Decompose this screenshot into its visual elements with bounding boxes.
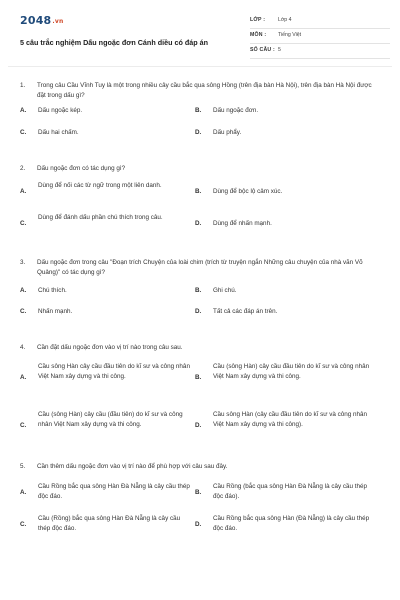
- option-text: Cầu Rồng bắc qua sông Hàn Đà Nẵng là cây cầu thép độc đáo.: [38, 482, 190, 500]
- option-letter: A.: [20, 286, 27, 294]
- option-text: Cầu Rồng (bắc qua sông Hàn Đà Nẵng là cây cầu thép độc đáo).: [213, 482, 368, 500]
- option-text: Dùng để đánh dấu phần chú thích trong câu.: [38, 213, 163, 221]
- meta-table: [250, 14, 390, 59]
- option-letter: A.: [20, 373, 27, 381]
- question-text: Dấu ngoặc đơn có tác dụng gì?: [37, 165, 126, 172]
- option-letter: A.: [20, 106, 27, 114]
- option-text: Nhấn mạnh.: [38, 307, 73, 315]
- option-text: Cầu Rồng bắc qua sông Hàn (Đà Nẵng) là cây cầu thép độc đáo.: [213, 514, 370, 532]
- meta-value: Lớp 4: [278, 17, 292, 23]
- option-text: Dấu hai chấm.: [38, 128, 79, 136]
- question-number: 3.: [20, 259, 26, 266]
- option-d[interactable]: [195, 410, 375, 442]
- meta-key: SỐ CÂU :: [250, 47, 275, 53]
- question-2: [20, 164, 382, 243]
- option-text: Cầu sông Hàn (cây cầu đầu tiên do kĩ sư và công nhân Việt Nam xây dựng và thi công).: [213, 410, 368, 428]
- question-stem: [20, 164, 382, 174]
- question-text: Dấu ngoặc đơn trong câu "Đoạn trích Chuyện của loài chim (trích từ truyện ngắn Những câu chuyện của nhà văn Võ Quảng)" có tác dụng gì?: [37, 259, 363, 276]
- option-c[interactable]: [20, 514, 190, 536]
- option-letter: D.: [195, 128, 202, 136]
- meta-row-class: [250, 14, 390, 29]
- option-d[interactable]: [195, 128, 370, 138]
- logo-domain: .vn: [52, 18, 64, 25]
- question-stem: [20, 343, 382, 353]
- question-number: 5.: [20, 463, 26, 470]
- option-letter: D.: [195, 520, 202, 528]
- option-text: Cầu sông Hàn cây cầu đầu tiên do kĩ sư và công nhân Việt Nam xây dựng và thi công.: [38, 362, 190, 380]
- option-text: Cầu (Rồng) bắc qua sông Hàn Đà Nẵng là cây cầu thép độc đáo.: [38, 514, 181, 532]
- option-text: Cầu (sông Hàn) cây cầu đầu tiên do kĩ sư và công nhân Việt Nam xây dựng và thi công.: [213, 362, 370, 380]
- option-d[interactable]: [195, 514, 375, 536]
- option-b[interactable]: [195, 286, 370, 296]
- option-letter: B.: [195, 187, 202, 195]
- option-text: Dùng để nối các từ ngữ trong một liên danh.: [38, 181, 162, 189]
- option-letter: B.: [195, 373, 202, 381]
- meta-key: LỚP :: [250, 17, 266, 23]
- option-text: Dấu ngoặc đơn.: [213, 106, 259, 114]
- question-number: 4.: [20, 344, 26, 351]
- option-a[interactable]: [20, 181, 180, 203]
- option-b[interactable]: [195, 181, 370, 203]
- meta-key: MÔN :: [250, 32, 267, 38]
- page-header: [20, 14, 382, 60]
- option-c[interactable]: [20, 128, 195, 138]
- option-letter: C.: [20, 421, 27, 429]
- question-number: 2.: [20, 165, 26, 172]
- option-letter: C.: [20, 219, 27, 227]
- option-text: Dùng để nhấn mạnh.: [213, 219, 272, 227]
- option-c[interactable]: [20, 410, 190, 442]
- question-text: Cần thêm dấu ngoặc đơn vào vị trí nào để phù hợp với câu sau đây.: [37, 463, 228, 470]
- option-a[interactable]: [20, 106, 195, 116]
- option-text: Chú thích.: [38, 286, 67, 294]
- option-d[interactable]: [195, 307, 370, 317]
- logo-main: 2048: [20, 14, 52, 27]
- options-group: [20, 106, 382, 148]
- question-text: Cần đặt dấu ngoặc đơn vào vị trí nào trong câu sau.: [37, 344, 183, 351]
- option-text: Cầu (sông Hàn) cây cầu (đầu tiên) do kĩ sư và công nhân Việt Nam xây dựng và thi công.: [38, 410, 183, 428]
- option-letter: B.: [195, 106, 202, 114]
- question-text: Trong câu Cầu Vĩnh Tuy là một trong nhiều cây cầu bắc qua sông Hồng (trên địa bàn Hà Nội), trên địa bàn Hà Nội được đặt trong dấu gì?: [37, 82, 372, 99]
- option-a[interactable]: [20, 362, 190, 394]
- question-number: 1.: [20, 82, 26, 89]
- option-text: Dấu ngoặc kép.: [38, 106, 83, 114]
- options-group: [20, 482, 382, 552]
- option-letter: C.: [20, 307, 27, 315]
- option-b[interactable]: [195, 482, 375, 504]
- option-letter: D.: [195, 307, 202, 315]
- question-3: [20, 258, 382, 328]
- option-d[interactable]: [195, 213, 370, 235]
- options-group: [20, 362, 382, 456]
- question-stem: [20, 462, 382, 472]
- option-letter: B.: [195, 286, 202, 294]
- site-logo[interactable]: [20, 14, 63, 27]
- option-letter: B.: [195, 488, 202, 496]
- option-text: Ghi chú.: [213, 286, 237, 294]
- option-text: Dấu phẩy.: [213, 128, 242, 136]
- option-a[interactable]: [20, 286, 195, 296]
- option-c[interactable]: [20, 213, 180, 235]
- option-letter: C.: [20, 128, 27, 136]
- option-letter: A.: [20, 187, 27, 195]
- option-text: Tất cả các đáp án trên.: [213, 307, 278, 315]
- option-letter: A.: [20, 488, 27, 496]
- options-group: [20, 286, 382, 328]
- option-b[interactable]: [195, 106, 370, 116]
- question-1: [20, 81, 382, 148]
- option-c[interactable]: [20, 307, 195, 317]
- question-stem: [20, 258, 382, 278]
- question-4: [20, 343, 382, 456]
- meta-row-count: [250, 44, 390, 59]
- question-stem: [20, 81, 382, 101]
- option-letter: D.: [195, 219, 202, 227]
- header-divider: [8, 66, 392, 67]
- question-5: [20, 462, 382, 552]
- option-letter: D.: [195, 421, 202, 429]
- meta-value: Tiếng Việt: [278, 32, 302, 38]
- option-letter: C.: [20, 520, 27, 528]
- option-b[interactable]: [195, 362, 375, 394]
- meta-row-subject: [250, 29, 390, 44]
- page-title: 5 câu trắc nghiệm Dấu ngoặc đơn Cánh diều có đáp án: [20, 38, 209, 47]
- option-a[interactable]: [20, 482, 190, 504]
- options-group: [20, 179, 382, 243]
- meta-value: 5: [278, 47, 281, 53]
- option-text: Dùng để bộc lộ cảm xúc.: [213, 187, 283, 195]
